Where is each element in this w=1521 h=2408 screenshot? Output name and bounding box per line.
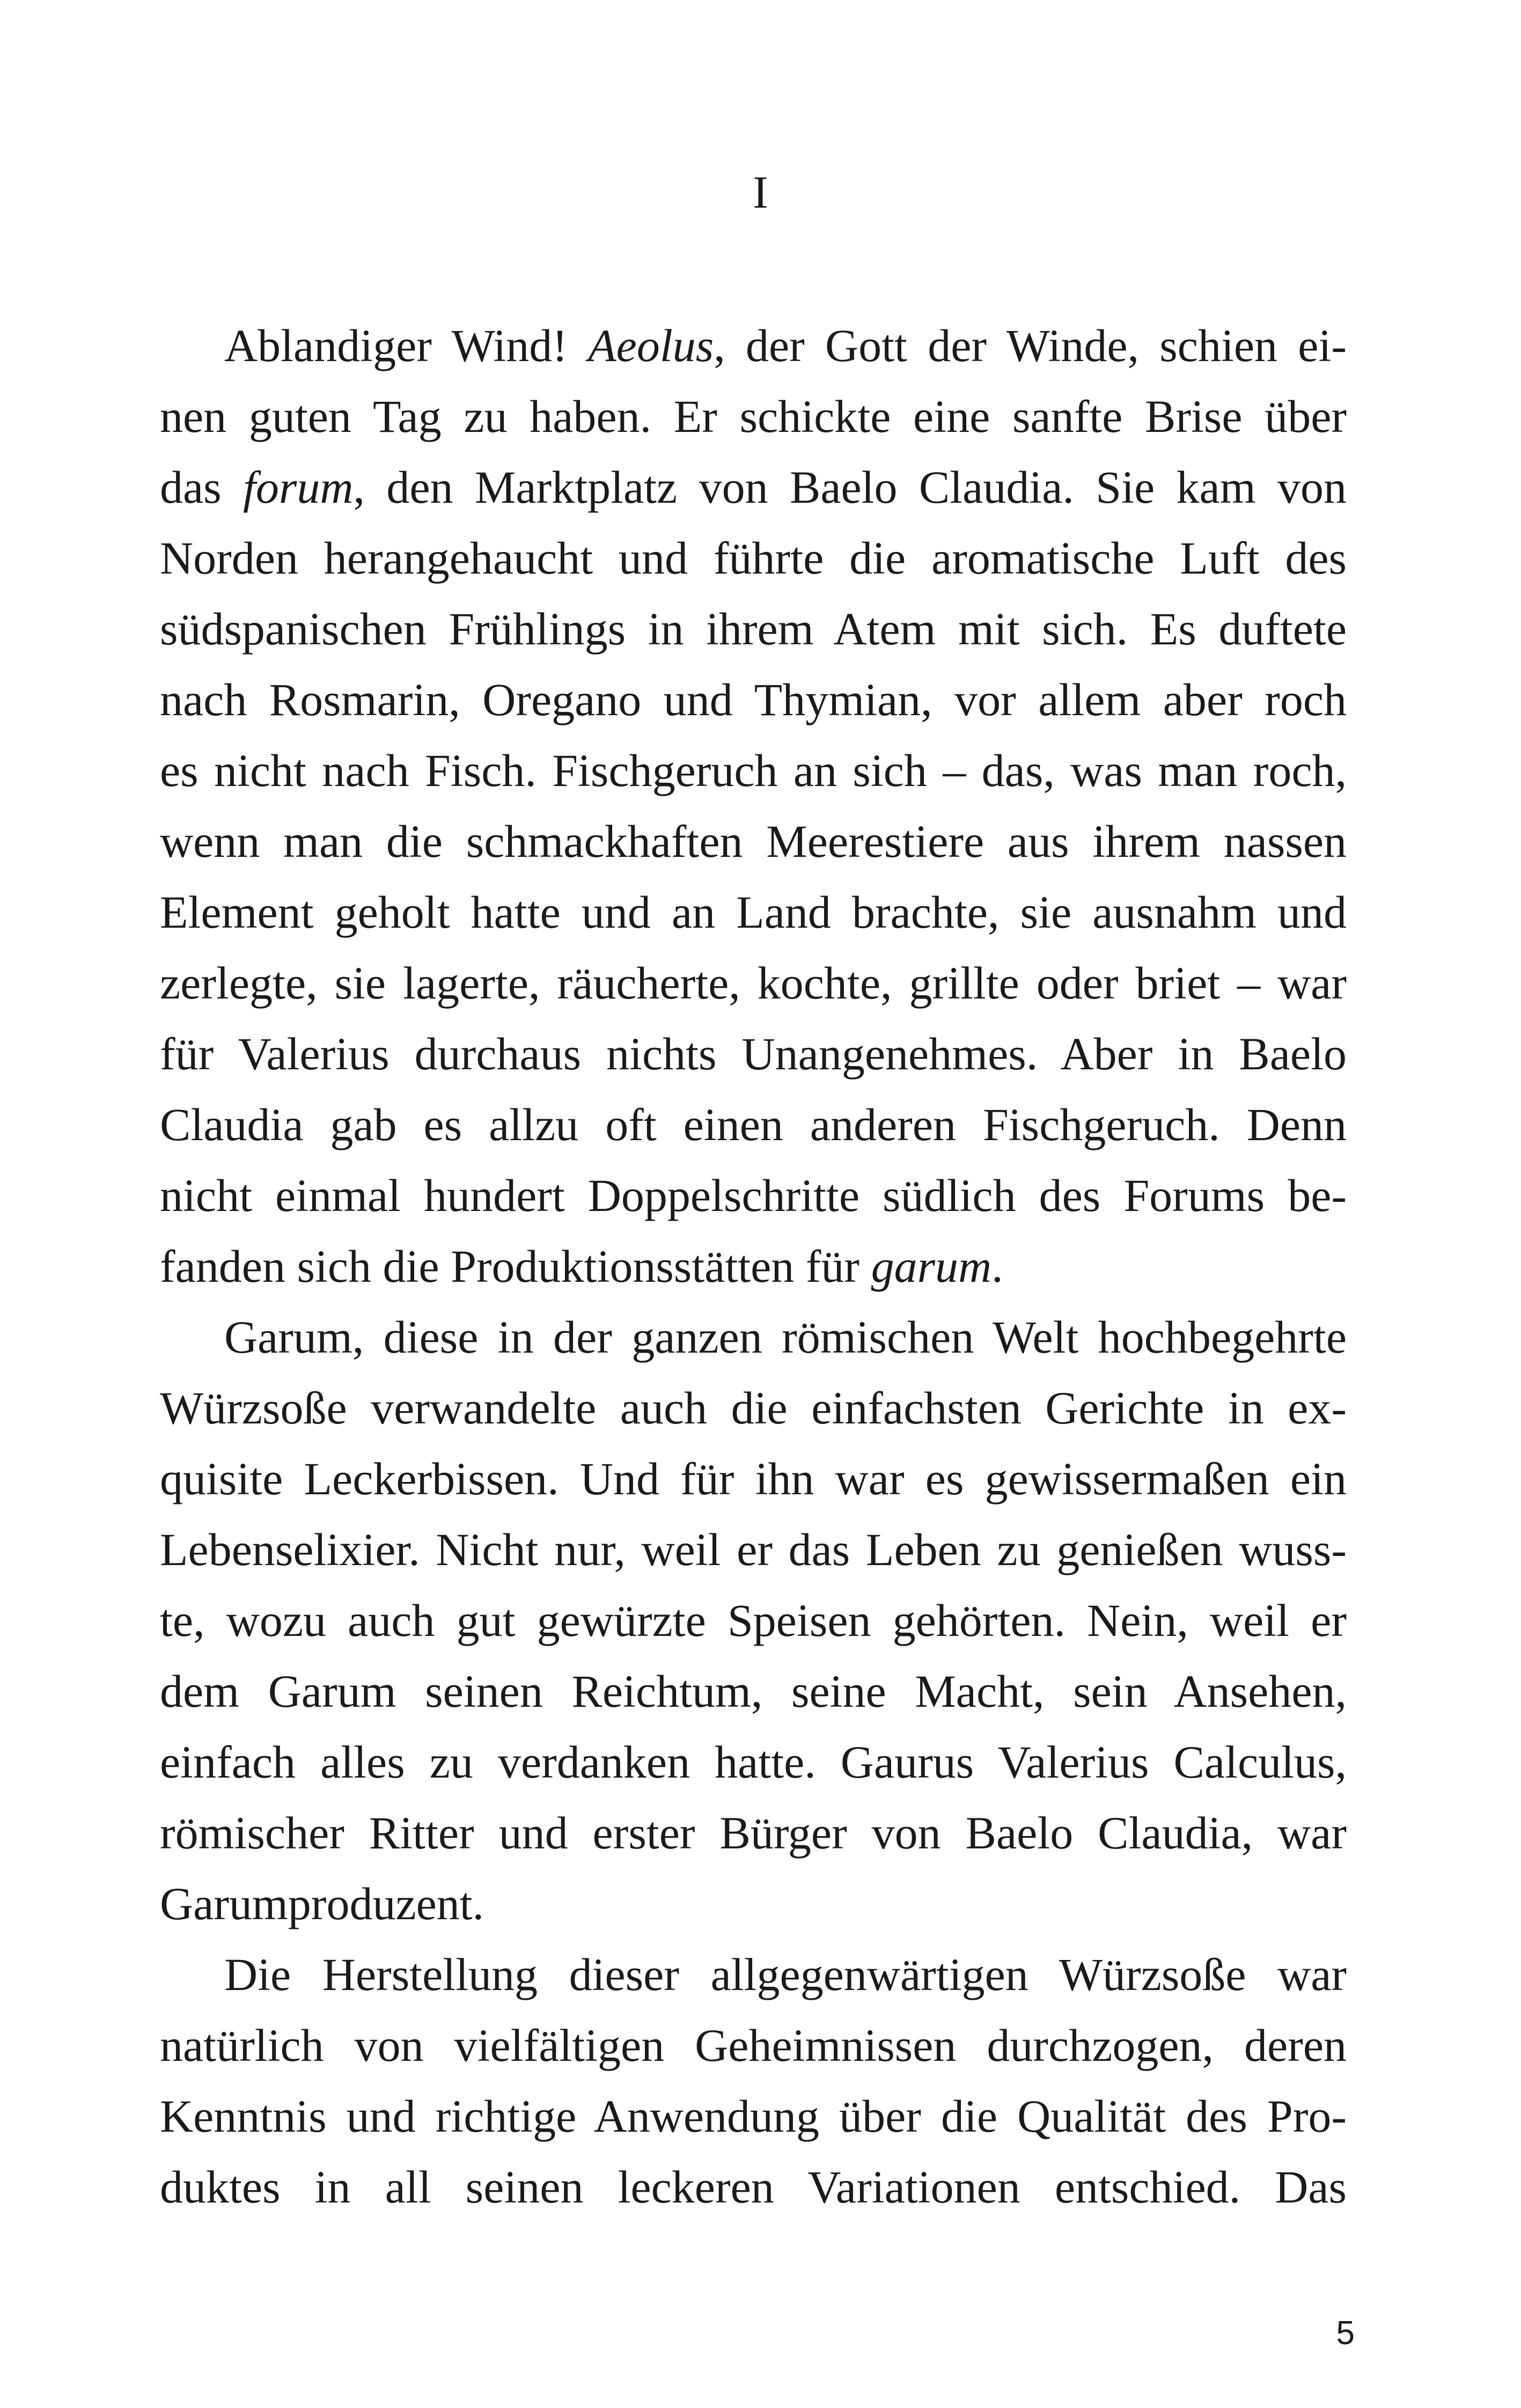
text-line xyxy=(160,381,1347,452)
text-line xyxy=(160,1656,1347,1727)
text-run: quisite Leckerbissen. Und für ihn war es gewissermaßen ein xyxy=(160,1453,1347,1504)
italic-term: garum xyxy=(871,1240,992,1292)
text-run: fanden sich die Produktionsstätten für xyxy=(160,1240,871,1292)
text-run: natürlich von vielfältigen Geheimnissen durchzogen, deren xyxy=(160,2020,1347,2071)
text-line xyxy=(160,1868,1347,1939)
text-line xyxy=(160,2081,1347,2152)
text-run: Ablandiger Wind! xyxy=(224,320,589,371)
paragraph xyxy=(160,1302,1347,1939)
text-run: te, wozu auch gut gewürzte Speisen gehörten. Nein, weil er xyxy=(160,1595,1347,1646)
text-run: einfach alles zu verdanken hatte. Gaurus Valerius Calculus, xyxy=(160,1736,1347,1788)
text-run: Die Herstellung dieser allgegenwärtigen Würzsoße war xyxy=(224,1949,1347,2000)
text-line xyxy=(160,593,1347,664)
text-line xyxy=(160,1302,1347,1372)
text-line xyxy=(160,2152,1347,2222)
text-run: nen guten Tag zu haben. Er schickte eine sanfte Brise über xyxy=(160,391,1347,442)
text-run: Würzsoße verwandelte auch die einfachsten Gerichte in ex- xyxy=(160,1382,1347,1434)
text-line xyxy=(160,1514,1347,1585)
text-line xyxy=(160,2010,1347,2081)
text-run: Norden herangehaucht und führte die aromatische Luft des xyxy=(160,532,1347,584)
text-run: dem Garum seinen Reichtum, seine Macht, sein Ansehen, xyxy=(160,1665,1347,1717)
text-line xyxy=(160,806,1347,877)
page-number: 5 xyxy=(1336,2315,1355,2352)
text-run: Lebenselixier. Nicht nur, weil er das Leben zu genießen wuss- xyxy=(160,1524,1347,1575)
text-run: es nicht nach Fisch. Fischgeruch an sich – das, was man roch, xyxy=(160,745,1347,796)
text-run: nach Rosmarin, Oregano und Thymian, vor allem aber roch xyxy=(160,674,1347,725)
text-run: Garumproduzent. xyxy=(160,1878,484,1929)
text-line xyxy=(160,1089,1347,1160)
text-run: wenn man die schmackhaften Meerestiere aus ihrem nassen xyxy=(160,816,1347,867)
text-line xyxy=(160,1372,1347,1443)
text-run: zerlegte, sie lagerte, räucherte, kochte, grillte oder briet – war xyxy=(160,957,1347,1009)
text-run: . xyxy=(991,1240,1003,1292)
text-line xyxy=(160,523,1347,593)
text-run: römischer Ritter und erster Bürger von Baelo Claudia, war xyxy=(160,1807,1347,1859)
text-run: Kenntnis und richtige Anwendung über die Qualität des Pro- xyxy=(160,2090,1347,2142)
text-line xyxy=(160,877,1347,948)
text-run: duktes in all seinen leckeren Variationen entschied. Das xyxy=(160,2161,1347,2213)
body-text xyxy=(160,310,1347,2222)
text-line xyxy=(160,735,1347,806)
chapter-number: I xyxy=(753,166,768,218)
text-run: Element geholt hatte und an Land brachte, sie ausnahm und xyxy=(160,886,1347,938)
text-line xyxy=(160,452,1347,523)
text-line xyxy=(160,1797,1347,1868)
italic-term: Aeolus xyxy=(588,320,714,371)
text-run: , den Marktplatz von Baelo Claudia. Sie kam von xyxy=(353,461,1347,513)
text-line xyxy=(160,1018,1347,1089)
text-line xyxy=(160,1585,1347,1656)
text-run: , der Gott der Winde, schien ei- xyxy=(714,320,1347,371)
text-line xyxy=(160,664,1347,735)
text-run: für Valerius durchaus nichts Unangenehmes. Aber in Baelo xyxy=(160,1028,1347,1080)
text-run: südspanischen Frühlings in ihrem Atem mit sich. Es duftete xyxy=(160,603,1347,655)
text-line xyxy=(160,1939,1347,2010)
text-line xyxy=(160,1727,1347,1797)
text-run: Garum, diese in der ganzen römischen Welt hochbegehrte xyxy=(224,1311,1347,1363)
paragraph xyxy=(160,310,1347,1302)
paragraph xyxy=(160,1939,1347,2222)
text-line xyxy=(160,1231,1347,1302)
text-run: das xyxy=(160,461,244,513)
text-run: Claudia gab es allzu oft einen anderen Fischgeruch. Denn xyxy=(160,1099,1347,1150)
text-line xyxy=(160,948,1347,1018)
italic-term: forum xyxy=(243,461,354,513)
text-line xyxy=(160,1443,1347,1514)
text-line xyxy=(160,1160,1347,1231)
text-line xyxy=(160,310,1347,381)
text-run: nicht einmal hundert Doppelschritte südlich des Forums be- xyxy=(160,1170,1347,1221)
